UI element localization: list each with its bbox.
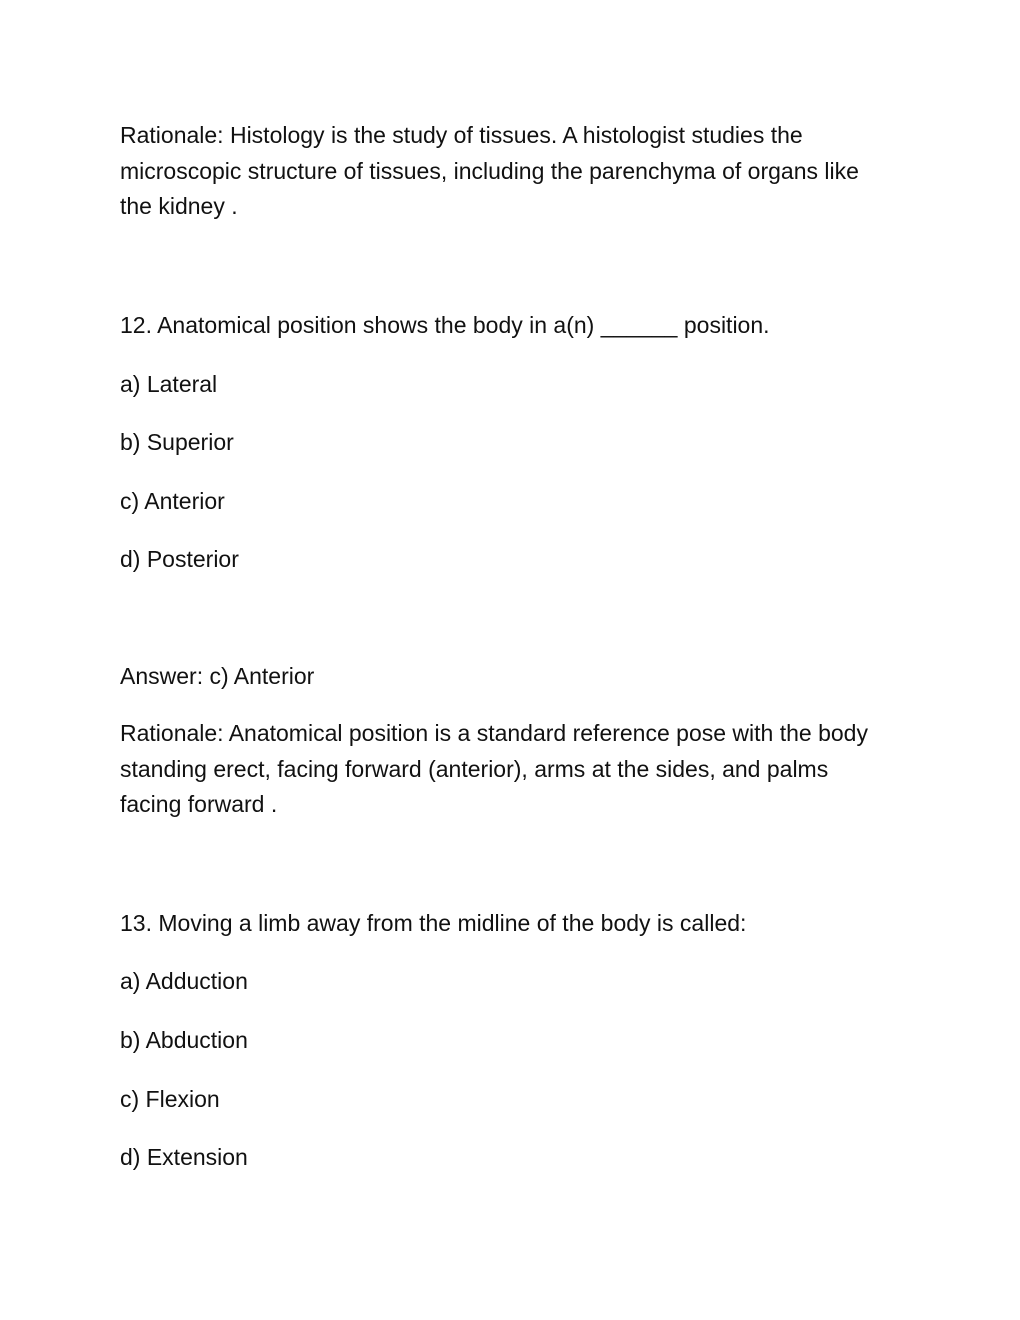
question-12-option-c: c) Anterior <box>120 488 225 514</box>
question-12-stem: 12. Anatomical position shows the body in a(n) ______ position. <box>120 312 770 338</box>
question-13-stem: 13. Moving a limb away from the midline of the body is called: <box>120 910 747 936</box>
rationale-paragraph-11: Rationale: Histology is the study of tissues. A histologist studies the microscopic structure of tissues, including the parenchyma of organs like the kidney . <box>120 122 859 219</box>
question-13-option-b: b) Abduction <box>120 1027 248 1053</box>
question-13-option-d: d) Extension <box>120 1144 248 1170</box>
question-12-option-a: a) Lateral <box>120 371 218 397</box>
question-12-option-b: b) Superior <box>120 429 234 455</box>
question-12-rationale: Rationale: Anatomical position is a standard reference pose with the body standing erect, facing forward (anterior), arms at the sides, and palms facing forward . <box>120 720 868 817</box>
question-13-option-a: a) Adduction <box>120 968 248 994</box>
question-13-option-c: c) Flexion <box>120 1086 220 1112</box>
question-12-answer: Answer: c) Anterior <box>120 663 315 689</box>
question-12-option-d: d) Posterior <box>120 546 239 572</box>
